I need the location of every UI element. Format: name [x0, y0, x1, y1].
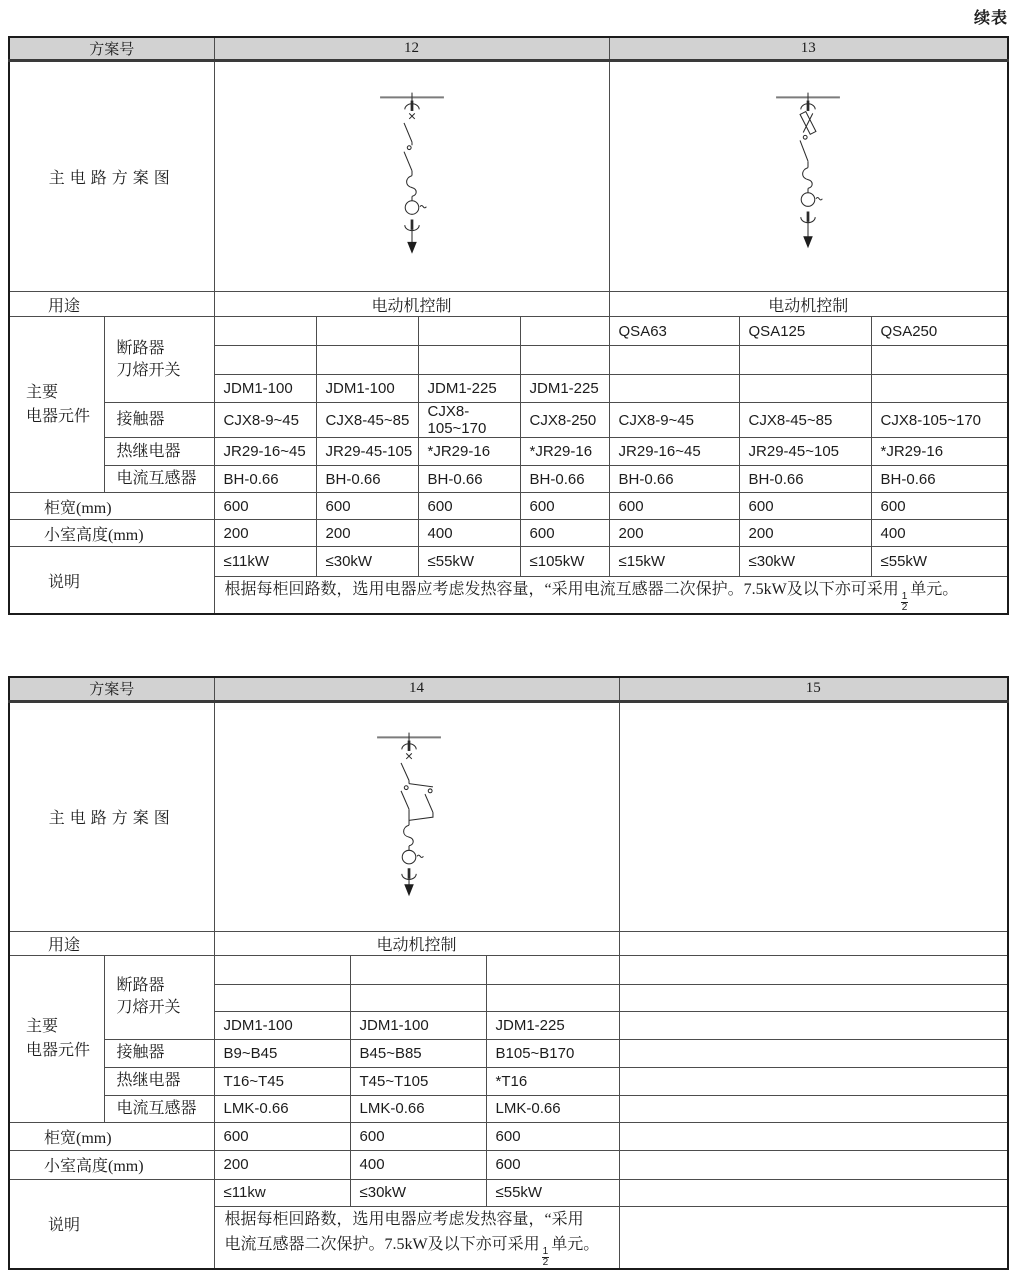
t1-thermal-value: *JR29-16: [871, 438, 1008, 466]
t2-breaker-r2-value: [350, 984, 486, 1011]
t2-usage-scheme-15: [619, 931, 1008, 955]
t1-breaker-r3-value: [609, 375, 739, 403]
t1-contactor-value: CJX8-105~170: [418, 403, 520, 438]
t1-breaker-r3-value: [871, 375, 1008, 403]
t1-width-value: 600: [739, 493, 871, 520]
t2-scheme-15-header: 15: [619, 677, 1008, 701]
t1-note-text: 根据每柜回路数，选用电器应考虑发热容量，“采用电流互感器二次保护。7.5kW及以下亦可采用 $\frac{1}{2}$ 单元。: [214, 577, 1008, 615]
t1-breaker-knife-fuse-label: 断路器 刀熔开关: [104, 317, 214, 403]
t2-height-value: 600: [486, 1150, 619, 1179]
t1-height-value: 400: [871, 520, 1008, 547]
t1-breaker-r3-value: JDM1-225: [520, 375, 609, 403]
t2-kw-rating: ≤11kw: [214, 1179, 350, 1206]
t2-breaker-r2-value: [486, 984, 619, 1011]
t1-contactor-value: CJX8-9~45: [214, 403, 316, 438]
t1-breaker-r1-value: QSA125: [739, 317, 871, 346]
scheme-table-12-13: [8, 36, 1009, 615]
t2-contactor-value: B9~B45: [214, 1039, 350, 1067]
scheme-table-14-15: [8, 676, 1009, 1270]
t1-contactor-value: CJX8-9~45: [609, 403, 739, 438]
t1-width-value: 600: [214, 493, 316, 520]
t1-breaker-r1-value: QSA63: [609, 317, 739, 346]
t2-current-transformer-label: 电流互感器: [104, 1095, 214, 1122]
t2-ct-value: LMK-0.66: [486, 1095, 619, 1122]
t1-contactor-value: CJX8-105~170: [871, 403, 1008, 438]
t1-current-transformer-label: 电流互感器: [104, 466, 214, 493]
t1-ct-value: BH-0.66: [214, 466, 316, 493]
t2-thermal-value: T45~T105: [350, 1067, 486, 1095]
circuit-diagram-scheme-12: [214, 61, 609, 292]
t2-thermal-relay-label: 热继电器: [104, 1067, 214, 1095]
circuit-diagram-scheme-15-empty: [619, 701, 1008, 931]
t1-breaker-r2-value: [609, 346, 739, 375]
t2-scheme15-empty-cell: [619, 984, 1008, 1011]
t1-height-value: 600: [520, 520, 609, 547]
t1-contactor-value: CJX8-45~85: [739, 403, 871, 438]
t2-usage-label: 用途: [9, 931, 214, 955]
continued-table-label: 续表: [973, 10, 1008, 27]
t2-scheme-number-header: 方案号: [9, 677, 214, 701]
t1-contactor-value: CJX8-45~85: [316, 403, 418, 438]
t1-usage-label: 用途: [9, 292, 214, 317]
t1-width-value: 600: [520, 493, 609, 520]
t2-contactor-value: B105~B170: [486, 1039, 619, 1067]
t1-breaker-r1-value: [520, 317, 609, 346]
t1-height-value: 200: [739, 520, 871, 547]
t2-kw-rating: ≤30kW: [350, 1179, 486, 1206]
t1-compartment-height-label: 小室高度(mm): [9, 520, 214, 547]
t1-height-value: 200: [609, 520, 739, 547]
t1-thermal-value: JR29-16~45: [214, 438, 316, 466]
t2-main-circuit-diagram-label: 主电路方案图: [9, 701, 214, 931]
t1-breaker-r1-value: [418, 317, 520, 346]
t1-ct-value: BH-0.66: [316, 466, 418, 493]
t1-kw-rating: ≤105kW: [520, 547, 609, 577]
t1-ct-value: BH-0.66: [871, 466, 1008, 493]
t1-contactor-value: CJX8-250: [520, 403, 609, 438]
t1-thermal-value: JR29-16~45: [609, 438, 739, 466]
t1-ct-value: BH-0.66: [609, 466, 739, 493]
t1-breaker-r2-value: [871, 346, 1008, 375]
t2-scheme15-empty-cell: [619, 1206, 1008, 1269]
t2-scheme15-empty-cell: [619, 1039, 1008, 1067]
t2-breaker-r1-value: [214, 955, 350, 984]
t1-usage-scheme-12: 电动机控制: [214, 292, 609, 317]
t1-breaker-r3-value: JDM1-100: [214, 375, 316, 403]
t1-scheme-13-header: 13: [609, 37, 1008, 61]
t2-breaker-r1-value: [486, 955, 619, 984]
t1-contactor-label: 接触器: [104, 403, 214, 438]
t2-breaker-knife-fuse-label: 断路器 刀熔开关: [104, 955, 214, 1039]
t2-notes-label: 说明: [9, 1179, 214, 1269]
t2-main-components-label: 主要 电器元件: [9, 955, 104, 1122]
t1-main-circuit-diagram-label: 主电路方案图: [9, 61, 214, 292]
t1-thermal-value: *JR29-16: [418, 438, 520, 466]
t1-width-value: 600: [418, 493, 520, 520]
t2-width-value: 600: [214, 1122, 350, 1150]
t1-breaker-r3-value: JDM1-225: [418, 375, 520, 403]
t1-kw-rating: ≤30kW: [739, 547, 871, 577]
fraction-one-half: $\frac{1}{2}$: [542, 1245, 549, 1268]
t2-breaker-r3-value: JDM1-225: [486, 1011, 619, 1039]
t1-height-value: 400: [418, 520, 520, 547]
t1-kw-rating: ≤55kW: [418, 547, 520, 577]
t2-ct-value: LMK-0.66: [350, 1095, 486, 1122]
t2-contactor-value: B45~B85: [350, 1039, 486, 1067]
t2-width-value: 600: [350, 1122, 486, 1150]
t1-breaker-r3-value: [739, 375, 871, 403]
t1-kw-rating: ≤30kW: [316, 547, 418, 577]
t1-usage-scheme-13: 电动机控制: [609, 292, 1008, 317]
t2-scheme15-empty-cell: [619, 955, 1008, 984]
t2-ct-value: LMK-0.66: [214, 1095, 350, 1122]
t2-scheme15-empty-cell: [619, 1095, 1008, 1122]
t1-ct-value: BH-0.66: [418, 466, 520, 493]
t2-scheme15-empty-cell: [619, 1067, 1008, 1095]
circuit-diagram-scheme-13: [609, 61, 1008, 292]
circuit-diagram-scheme-14: [214, 701, 619, 931]
t2-kw-rating: ≤55kW: [486, 1179, 619, 1206]
t2-usage-scheme-14: 电动机控制: [214, 931, 619, 955]
t2-cabinet-width-label: 柜宽(mm): [9, 1122, 214, 1150]
t1-cabinet-width-label: 柜宽(mm): [9, 493, 214, 520]
t2-scheme15-empty-cell: [619, 1150, 1008, 1179]
t1-kw-rating: ≤55kW: [871, 547, 1008, 577]
t2-scheme-14-header: 14: [214, 677, 619, 701]
t2-scheme15-empty-cell: [619, 1122, 1008, 1150]
t2-breaker-r3-value: JDM1-100: [214, 1011, 350, 1039]
t2-breaker-r2-value: [214, 984, 350, 1011]
t1-breaker-r2-value: [418, 346, 520, 375]
t1-thermal-relay-label: 热继电器: [104, 438, 214, 466]
t1-main-components-label: 主要 电器元件: [9, 317, 104, 493]
t2-contactor-label: 接触器: [104, 1039, 214, 1067]
t2-scheme15-empty-cell: [619, 1011, 1008, 1039]
t2-note-text: 根据每柜回路数，选用电器应考虑发热容量，“采用 电流互感器二次保护。7.5kW及以下亦可采用 $\frac{1}{2}$ 单元。: [214, 1206, 619, 1269]
t2-thermal-value: *T16: [486, 1067, 619, 1095]
t1-width-value: 600: [316, 493, 418, 520]
t1-breaker-r2-value: [520, 346, 609, 375]
t2-width-value: 600: [486, 1122, 619, 1150]
t1-breaker-r2-value: [739, 346, 871, 375]
t1-breaker-r3-value: JDM1-100: [316, 375, 418, 403]
t2-breaker-r3-value: JDM1-100: [350, 1011, 486, 1039]
t1-breaker-r1-value: [214, 317, 316, 346]
t1-height-value: 200: [214, 520, 316, 547]
t1-thermal-value: JR29-45-105: [316, 438, 418, 466]
t1-thermal-value: JR29-45~105: [739, 438, 871, 466]
t2-scheme15-empty-cell: [619, 1179, 1008, 1206]
t1-height-value: 200: [316, 520, 418, 547]
t1-notes-label: 说明: [9, 547, 214, 615]
t2-compartment-height-label: 小室高度(mm): [9, 1150, 214, 1179]
fraction-one-half: $\frac{1}{2}$: [901, 591, 908, 613]
t1-breaker-r2-value: [316, 346, 418, 375]
t1-ct-value: BH-0.66: [739, 466, 871, 493]
t1-breaker-r1-value: [316, 317, 418, 346]
t1-ct-value: BH-0.66: [520, 466, 609, 493]
t2-height-value: 200: [214, 1150, 350, 1179]
t1-kw-rating: ≤15kW: [609, 547, 739, 577]
t1-scheme-12-header: 12: [214, 37, 609, 61]
t2-thermal-value: T16~T45: [214, 1067, 350, 1095]
t2-breaker-r1-value: [350, 955, 486, 984]
t2-height-value: 400: [350, 1150, 486, 1179]
t1-breaker-r2-value: [214, 346, 316, 375]
t1-width-value: 600: [871, 493, 1008, 520]
t1-kw-rating: ≤11kW: [214, 547, 316, 577]
t1-scheme-number-header: 方案号: [9, 37, 214, 61]
t1-width-value: 600: [609, 493, 739, 520]
t1-thermal-value: *JR29-16: [520, 438, 609, 466]
t1-breaker-r1-value: QSA250: [871, 317, 1008, 346]
